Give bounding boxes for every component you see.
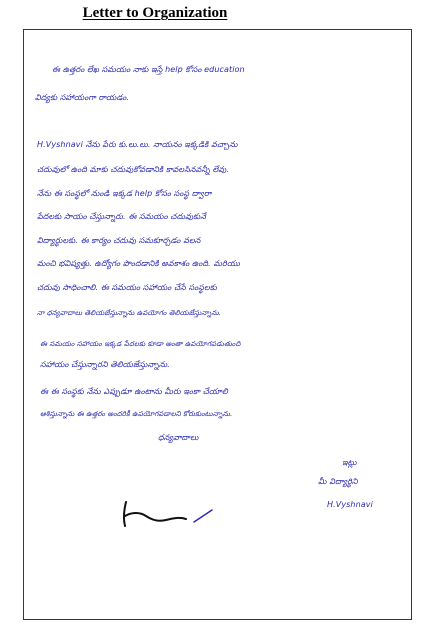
letter-line: H.Vyshnavi నేను పేరు కు.లు.లు. నాయనం ఇక్కడికి వచ్చాను xyxy=(37,140,238,149)
signature-name: H.Vyshnavi xyxy=(327,500,373,509)
closing-line: ఇట్లు xyxy=(342,458,357,467)
letter-line: ఈ సమయం సహాయం ఇక్కడ పేదలకు కూడా అంతా ఉపయోగపడుతుంది xyxy=(40,340,241,348)
letter-line: సహాయం చేస్తున్నారని తెలియజేస్తున్నాను. xyxy=(40,360,170,369)
letter-line: పేదలకు సాయం చేస్తున్నారు. ఈ సమయం చదువుకునే xyxy=(37,212,206,221)
letter-line: నేను ఈ సంస్థలో నుండి ఇక్కడ help కోసం సంస్థ ద్వారా xyxy=(37,189,212,198)
letter-line: చదువు సాధించాలి. ఈ సమయం సహాయం చేసే సంస్థలకు xyxy=(37,283,217,292)
letter-line: విద్యకు సహాయంగా రాయడం. xyxy=(35,93,130,102)
letter-line: చదువులో ఉంది మాకు చదువుకోవడానికి కావలసినవన్నీ లేవు. xyxy=(37,165,230,174)
letter-line: ధన్యవాదాలు xyxy=(158,433,199,442)
letter-line: మంచి భవిష్యత్తు. ఉద్యోగం పొందడానికి అవకాశం ఉంది. మరియు xyxy=(37,259,241,268)
letter-line: నా ధన్యవాదాలు తెలియజేస్తున్నాను ఉపయోగం తెలియజేస్తున్నాను. xyxy=(37,309,222,317)
letter-line: విద్యార్థులకు. ఈ కార్యం చదువు సమకూర్చడం వలన xyxy=(37,236,201,245)
letter-line: ఆశిస్తున్నాను ఈ ఉత్తరం అందరికీ ఉపయోగపడాలని కోరుకుంటున్నాను. xyxy=(40,410,233,418)
closing-line: మీ విద్యార్థిని xyxy=(318,477,358,486)
handwritten-signature xyxy=(118,492,218,534)
letter-line: ఈ ఈ సంస్థకు నేను ఎప్పుడూ ఉంటాను మీరు ఇంకా చేయాలి xyxy=(40,387,228,396)
page-title: Letter to Organization xyxy=(82,5,228,21)
letter-line: ఈ ఉత్తరం లేఖ సమయం నాకు ఇస్తే help కోసం education xyxy=(52,65,245,74)
